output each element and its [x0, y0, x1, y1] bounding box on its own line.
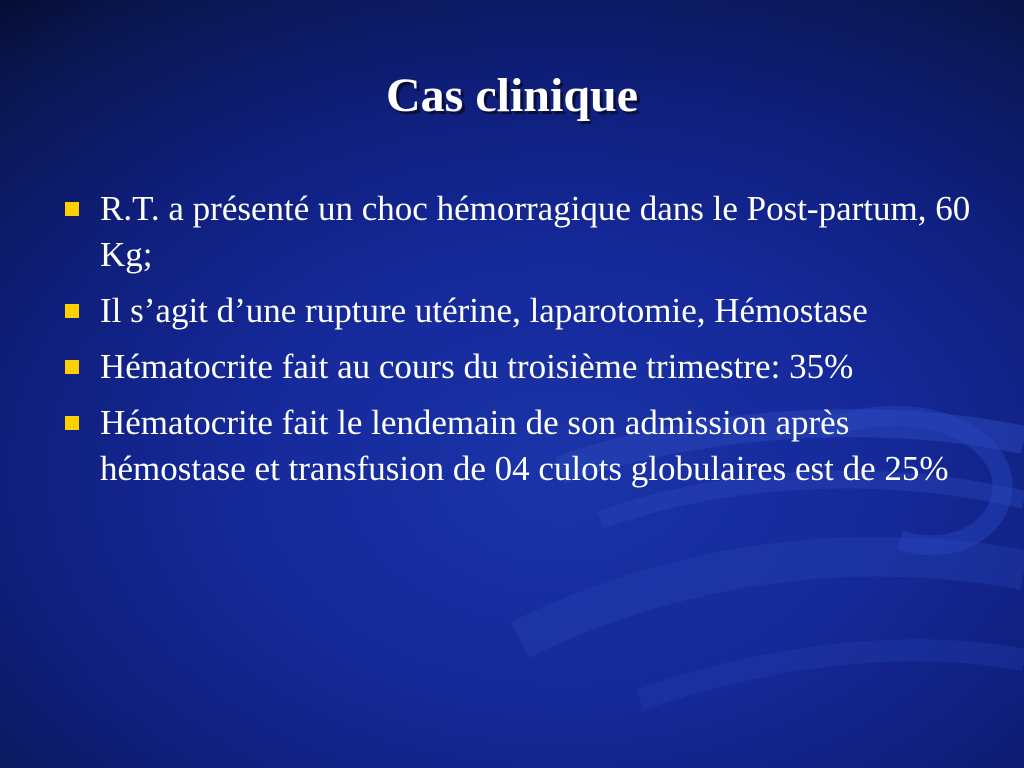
bullet-text: Il s’agit d’une rupture utérine, laparotomie, Hémostase	[100, 291, 868, 330]
slide-title: Cas clinique	[385, 69, 639, 122]
bullet-list	[60, 186, 980, 502]
square-bullet-icon	[65, 416, 79, 430]
square-bullet-icon	[65, 202, 79, 216]
bullet-item	[60, 288, 980, 334]
bullet-item	[60, 186, 980, 278]
bullet-text: Hématocrite fait au cours du troisième trimestre: 35%	[100, 347, 854, 386]
bullet-item	[60, 400, 980, 492]
square-bullet-icon	[65, 360, 79, 374]
bullet-text: Hématocrite fait le lendemain de son admission après hémostase et transfusion de 04 culots globulaires est de 25%	[100, 403, 949, 488]
square-bullet-icon	[65, 304, 79, 318]
bullet-item	[60, 344, 980, 390]
bullet-text: R.T. a présenté un choc hémorragique dans le Post-partum, 60 Kg;	[100, 189, 971, 274]
